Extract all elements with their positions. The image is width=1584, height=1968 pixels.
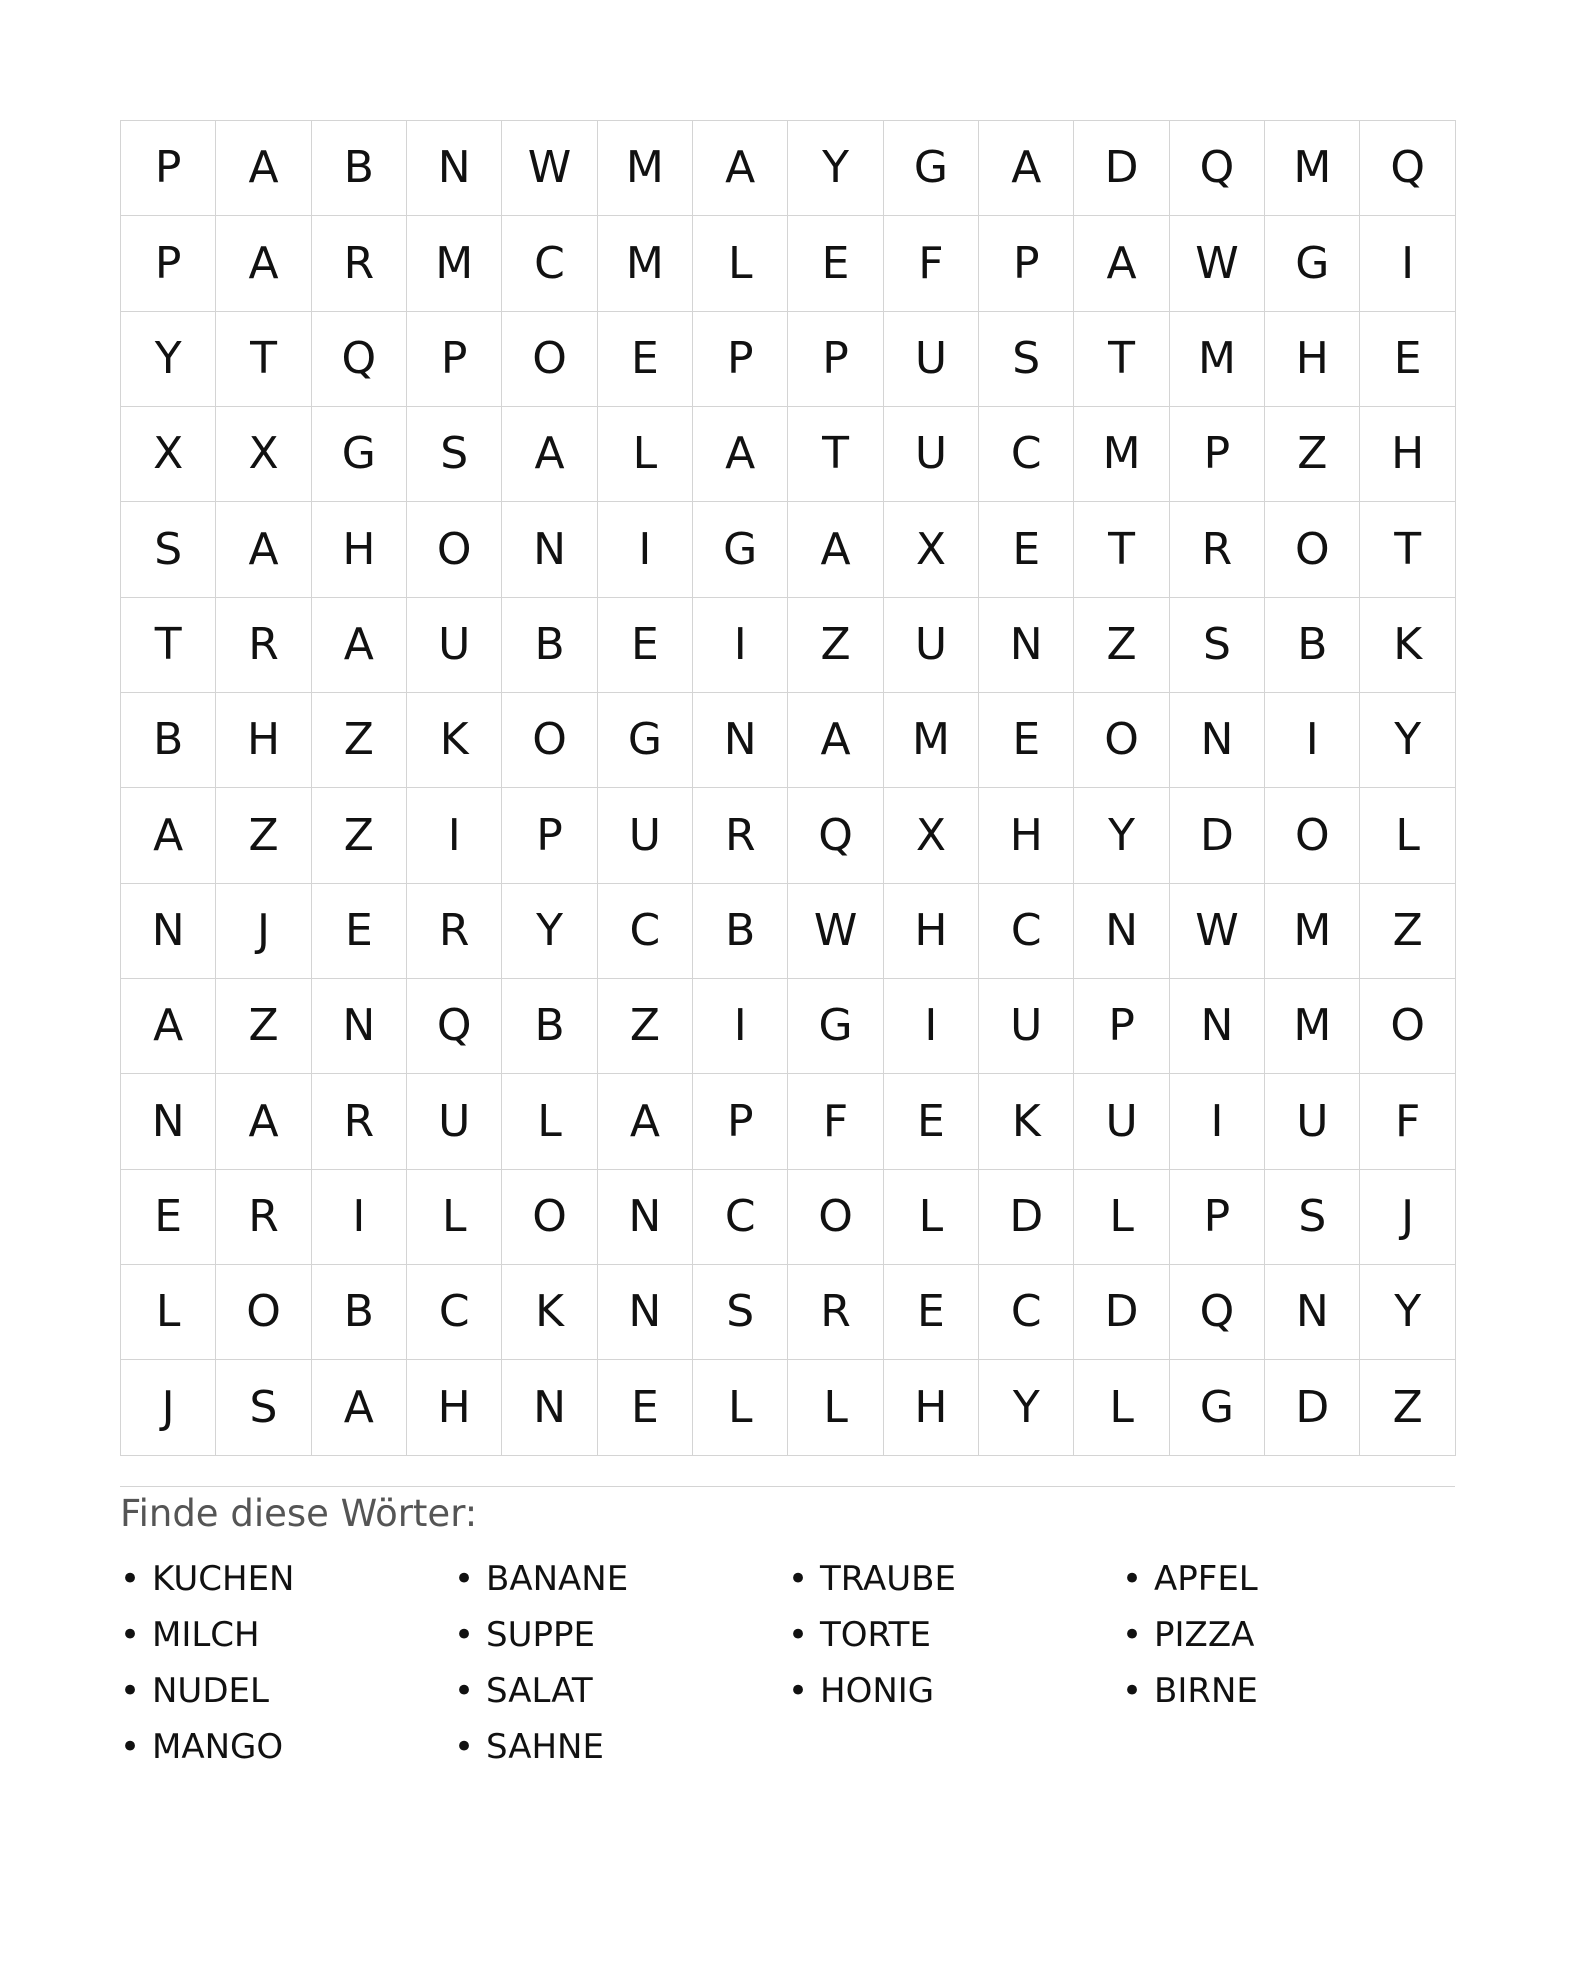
grid-cell[interactable]: X	[884, 502, 979, 597]
grid-cell[interactable]: A	[598, 1074, 693, 1169]
grid-cell[interactable]: R	[312, 1074, 407, 1169]
grid-cell[interactable]: E	[884, 1074, 979, 1169]
grid-cell[interactable]: H	[1360, 407, 1455, 502]
grid-cell[interactable]: O	[502, 693, 597, 788]
grid-cell[interactable]: A	[1074, 216, 1169, 311]
grid-cell[interactable]: G	[1265, 216, 1360, 311]
grid-cell[interactable]: A	[216, 502, 311, 597]
word-list-item	[1122, 1551, 1456, 1607]
bullet-icon: •	[1122, 1614, 1143, 1655]
bullet-icon: •	[454, 1558, 475, 1599]
grid-cell[interactable]: X	[216, 407, 311, 502]
grid-cell[interactable]: B	[121, 693, 216, 788]
grid-cell[interactable]: R	[788, 1265, 883, 1360]
grid-cell[interactable]: I	[312, 1170, 407, 1265]
grid-cell[interactable]: L	[693, 1360, 788, 1455]
word-list-item	[1122, 1607, 1456, 1663]
grid-cell[interactable]: L	[884, 1170, 979, 1265]
grid-cell[interactable]: W	[502, 121, 597, 216]
word-list-item	[120, 1719, 454, 1775]
grid-cell[interactable]: O	[502, 312, 597, 407]
grid-cell[interactable]: P	[502, 788, 597, 883]
grid-cell[interactable]: C	[979, 1265, 1074, 1360]
grid-cell[interactable]: L	[693, 216, 788, 311]
grid-cell[interactable]: P	[1170, 1170, 1265, 1265]
bullet-icon: •	[120, 1726, 141, 1767]
grid-cell[interactable]: F	[1360, 1074, 1455, 1169]
grid-cell[interactable]: M	[598, 121, 693, 216]
grid-cell[interactable]: B	[693, 884, 788, 979]
grid-cell[interactable]: Y	[121, 312, 216, 407]
grid-cell[interactable]: L	[407, 1170, 502, 1265]
grid-cell[interactable]: U	[407, 1074, 502, 1169]
grid-cell[interactable]: M	[598, 216, 693, 311]
grid-cell[interactable]: P	[1170, 407, 1265, 502]
word-label: MILCH	[152, 1614, 260, 1655]
grid-cell[interactable]: T	[1360, 502, 1455, 597]
grid-cell[interactable]: M	[1170, 312, 1265, 407]
grid-cell[interactable]: N	[1170, 693, 1265, 788]
word-label: PIZZA	[1154, 1614, 1255, 1655]
grid-cell[interactable]: A	[502, 407, 597, 502]
grid-cell[interactable]: A	[121, 788, 216, 883]
grid-cell[interactable]: D	[1074, 1265, 1169, 1360]
grid-cell[interactable]: C	[979, 884, 1074, 979]
grid-cell[interactable]: H	[216, 693, 311, 788]
grid-cell[interactable]: X	[121, 407, 216, 502]
grid-cell[interactable]: O	[1074, 693, 1169, 788]
grid-cell[interactable]: N	[121, 884, 216, 979]
grid-cell[interactable]: N	[312, 979, 407, 1074]
grid-cell[interactable]: E	[1360, 312, 1455, 407]
grid-cell[interactable]: E	[788, 216, 883, 311]
grid-cell[interactable]: P	[121, 121, 216, 216]
grid-cell[interactable]: A	[788, 693, 883, 788]
grid-cell[interactable]: G	[884, 121, 979, 216]
grid-cell[interactable]: S	[693, 1265, 788, 1360]
grid-cell[interactable]: D	[979, 1170, 1074, 1265]
grid-cell[interactable]: M	[1265, 884, 1360, 979]
grid-cell[interactable]: Q	[1360, 121, 1455, 216]
grid-cell[interactable]: P	[407, 312, 502, 407]
grid-cell[interactable]: L	[502, 1074, 597, 1169]
grid-cell[interactable]: A	[312, 1360, 407, 1455]
grid-cell[interactable]: Y	[1074, 788, 1169, 883]
grid-cell[interactable]: T	[1074, 502, 1169, 597]
grid-cell[interactable]: W	[788, 884, 883, 979]
grid-cell[interactable]: N	[502, 502, 597, 597]
grid-cell[interactable]: A	[312, 598, 407, 693]
grid-cell[interactable]: C	[598, 884, 693, 979]
grid-cell[interactable]: S	[121, 502, 216, 597]
grid-cell[interactable]: O	[1265, 502, 1360, 597]
grid-cell[interactable]: E	[598, 598, 693, 693]
bullet-icon: •	[120, 1614, 141, 1655]
grid-cell[interactable]: K	[1360, 598, 1455, 693]
grid-cell[interactable]: O	[1265, 788, 1360, 883]
grid-cell[interactable]: G	[693, 502, 788, 597]
grid-cell[interactable]: Z	[216, 788, 311, 883]
grid-cell[interactable]: F	[788, 1074, 883, 1169]
grid-cell[interactable]: J	[1360, 1170, 1455, 1265]
grid-cell[interactable]: R	[693, 788, 788, 883]
grid-cell[interactable]: Q	[788, 788, 883, 883]
grid-cell[interactable]: L	[1074, 1170, 1169, 1265]
word-label: BIRNE	[1154, 1670, 1258, 1711]
grid-cell[interactable]: N	[121, 1074, 216, 1169]
grid-cell[interactable]: A	[693, 407, 788, 502]
grid-cell[interactable]: C	[502, 216, 597, 311]
word-label: TORTE	[820, 1614, 931, 1655]
grid-cell[interactable]: I	[693, 598, 788, 693]
grid-cell[interactable]: N	[598, 1170, 693, 1265]
grid-cell[interactable]: F	[884, 216, 979, 311]
grid-cell[interactable]: I	[1360, 216, 1455, 311]
word-label: HONIG	[820, 1670, 935, 1711]
grid-cell[interactable]: H	[407, 1360, 502, 1455]
grid-cell[interactable]: N	[502, 1360, 597, 1455]
word-label: SAHNE	[486, 1726, 604, 1767]
grid-cell[interactable]: N	[1265, 1265, 1360, 1360]
grid-cell[interactable]: P	[979, 216, 1074, 311]
grid-cell[interactable]: P	[1074, 979, 1169, 1074]
word-list	[120, 1551, 1455, 1775]
grid-cell[interactable]: E	[979, 502, 1074, 597]
grid-cell[interactable]: E	[312, 884, 407, 979]
bullet-icon: •	[1122, 1670, 1143, 1711]
word-list-item	[120, 1663, 454, 1719]
grid-cell[interactable]: A	[216, 1074, 311, 1169]
grid-cell[interactable]: A	[979, 121, 1074, 216]
grid-cell[interactable]: P	[693, 312, 788, 407]
word-list-title: Finde diese Wörter:	[120, 1491, 478, 1535]
grid-cell[interactable]: A	[121, 979, 216, 1074]
grid-cell[interactable]: N	[979, 598, 1074, 693]
grid-cell[interactable]: D	[1265, 1360, 1360, 1455]
grid-cell[interactable]: U	[1074, 1074, 1169, 1169]
grid-cell[interactable]: I	[1170, 1074, 1265, 1169]
bullet-icon: •	[1122, 1558, 1143, 1599]
word-list-item	[454, 1663, 788, 1719]
word-list-item	[1122, 1663, 1456, 1719]
grid-cell[interactable]: I	[598, 502, 693, 597]
grid-cell[interactable]: E	[598, 312, 693, 407]
bullet-icon: •	[454, 1726, 475, 1767]
grid-cell[interactable]: Z	[312, 788, 407, 883]
grid-cell[interactable]: G	[1170, 1360, 1265, 1455]
letter-grid	[120, 120, 1456, 1456]
word-list-item	[454, 1607, 788, 1663]
grid-cell[interactable]: T	[121, 598, 216, 693]
grid-cell[interactable]: J	[216, 884, 311, 979]
grid-cell[interactable]: M	[884, 693, 979, 788]
grid-cell[interactable]: H	[884, 1360, 979, 1455]
grid-cell[interactable]: S	[979, 312, 1074, 407]
grid-cell[interactable]: H	[979, 788, 1074, 883]
word-label: APFEL	[1154, 1558, 1258, 1599]
grid-cell[interactable]: D	[1170, 788, 1265, 883]
grid-cell[interactable]: N	[1170, 979, 1265, 1074]
grid-cell[interactable]: P	[121, 216, 216, 311]
word-list-item	[454, 1719, 788, 1775]
grid-cell[interactable]: E	[598, 1360, 693, 1455]
grid-cell[interactable]: Q	[1170, 121, 1265, 216]
grid-cell[interactable]: Q	[312, 312, 407, 407]
grid-cell[interactable]: X	[884, 788, 979, 883]
grid-cell[interactable]: U	[1265, 1074, 1360, 1169]
grid-cell[interactable]: Y	[788, 121, 883, 216]
grid-cell[interactable]: Q	[1170, 1265, 1265, 1360]
grid-cell[interactable]: Z	[1360, 1360, 1455, 1455]
grid-cell[interactable]: U	[884, 407, 979, 502]
grid-cell[interactable]: M	[1074, 407, 1169, 502]
grid-cell[interactable]: B	[312, 1265, 407, 1360]
bullet-icon: •	[120, 1670, 141, 1711]
grid-cell[interactable]: P	[693, 1074, 788, 1169]
bullet-icon: •	[120, 1558, 141, 1599]
grid-cell[interactable]: S	[1170, 598, 1265, 693]
grid-cell[interactable]: A	[788, 502, 883, 597]
grid-cell[interactable]: N	[1074, 884, 1169, 979]
grid-cell[interactable]: U	[884, 312, 979, 407]
grid-cell[interactable]: E	[979, 693, 1074, 788]
grid-cell[interactable]: S	[1265, 1170, 1360, 1265]
bullet-icon: •	[788, 1558, 809, 1599]
grid-cell[interactable]: Z	[1265, 407, 1360, 502]
word-label: MANGO	[152, 1726, 284, 1767]
word-label: SUPPE	[486, 1614, 595, 1655]
word-label: KUCHEN	[152, 1558, 295, 1599]
word-label: NUDEL	[152, 1670, 269, 1711]
grid-cell[interactable]: H	[1265, 312, 1360, 407]
grid-cell[interactable]: B	[502, 598, 597, 693]
word-list-item	[788, 1607, 1122, 1663]
grid-cell[interactable]: N	[598, 1265, 693, 1360]
grid-cell[interactable]: S	[407, 407, 502, 502]
word-list-item	[454, 1551, 788, 1607]
grid-cell[interactable]: Y	[979, 1360, 1074, 1455]
bullet-icon: •	[788, 1614, 809, 1655]
grid-cell[interactable]: B	[502, 979, 597, 1074]
grid-cell[interactable]: R	[407, 884, 502, 979]
grid-cell[interactable]: O	[788, 1170, 883, 1265]
grid-cell[interactable]: Z	[216, 979, 311, 1074]
grid-cell[interactable]: S	[216, 1360, 311, 1455]
grid-cell[interactable]: A	[216, 216, 311, 311]
grid-cell[interactable]: G	[312, 407, 407, 502]
grid-cell[interactable]: N	[407, 121, 502, 216]
word-list-item	[120, 1607, 454, 1663]
bullet-icon: •	[454, 1670, 475, 1711]
grid-cell[interactable]: Y	[502, 884, 597, 979]
grid-cell[interactable]: D	[1074, 121, 1169, 216]
grid-cell[interactable]: R	[216, 598, 311, 693]
grid-cell[interactable]: T	[1074, 312, 1169, 407]
grid-cell[interactable]: R	[1170, 502, 1265, 597]
grid-cell[interactable]: T	[216, 312, 311, 407]
word-label: BANANE	[486, 1558, 629, 1599]
grid-cell[interactable]: I	[884, 979, 979, 1074]
grid-cell[interactable]: W	[1170, 216, 1265, 311]
bullet-icon: •	[788, 1670, 809, 1711]
grid-cell[interactable]: E	[884, 1265, 979, 1360]
grid-cell[interactable]: Z	[598, 979, 693, 1074]
grid-cell[interactable]: E	[121, 1170, 216, 1265]
grid-cell[interactable]: C	[407, 1265, 502, 1360]
grid-cell[interactable]: B	[1265, 598, 1360, 693]
grid-cell[interactable]: L	[1360, 788, 1455, 883]
grid-cell[interactable]: G	[788, 979, 883, 1074]
grid-cell[interactable]: B	[312, 121, 407, 216]
grid-cell[interactable]: M	[1265, 979, 1360, 1074]
grid-cell[interactable]: U	[407, 598, 502, 693]
grid-cell[interactable]: U	[884, 598, 979, 693]
word-list-item	[788, 1663, 1122, 1719]
grid-cell[interactable]: K	[979, 1074, 1074, 1169]
grid-cell[interactable]: A	[216, 121, 311, 216]
grid-cell[interactable]: Z	[1360, 884, 1455, 979]
grid-cell[interactable]: C	[693, 1170, 788, 1265]
grid-cell[interactable]: C	[979, 407, 1074, 502]
grid-cell[interactable]: M	[1265, 121, 1360, 216]
word-label: TRAUBE	[820, 1558, 956, 1599]
grid-cell[interactable]: P	[788, 312, 883, 407]
grid-cell[interactable]: L	[598, 407, 693, 502]
grid-cell[interactable]: R	[312, 216, 407, 311]
grid-cell[interactable]: U	[598, 788, 693, 883]
word-list-item	[120, 1551, 454, 1607]
divider	[120, 1486, 1455, 1487]
grid-cell[interactable]: K	[407, 693, 502, 788]
word-search-page	[120, 120, 1455, 1775]
grid-cell[interactable]: Z	[312, 693, 407, 788]
grid-cell[interactable]: Y	[1360, 1265, 1455, 1360]
grid-cell[interactable]: J	[121, 1360, 216, 1455]
grid-cell[interactable]: A	[693, 121, 788, 216]
grid-cell[interactable]: W	[1170, 884, 1265, 979]
grid-cell[interactable]: I	[1265, 693, 1360, 788]
grid-cell[interactable]: O	[1360, 979, 1455, 1074]
grid-cell[interactable]: Y	[1360, 693, 1455, 788]
grid-cell[interactable]: M	[407, 216, 502, 311]
grid-cell[interactable]: O	[216, 1265, 311, 1360]
grid-cell[interactable]: I	[693, 979, 788, 1074]
grid-cell[interactable]: N	[693, 693, 788, 788]
grid-cell[interactable]: Z	[1074, 598, 1169, 693]
grid-cell[interactable]: U	[979, 979, 1074, 1074]
grid-cell[interactable]: G	[598, 693, 693, 788]
bullet-icon: •	[454, 1614, 475, 1655]
word-list-item	[788, 1551, 1122, 1607]
grid-cell[interactable]: Q	[407, 979, 502, 1074]
grid-cell[interactable]: T	[788, 407, 883, 502]
grid-cell[interactable]: K	[502, 1265, 597, 1360]
grid-cell[interactable]: R	[216, 1170, 311, 1265]
grid-cell[interactable]: I	[407, 788, 502, 883]
grid-cell[interactable]: O	[502, 1170, 597, 1265]
grid-cell[interactable]: L	[788, 1360, 883, 1455]
grid-cell[interactable]: Z	[788, 598, 883, 693]
word-label: SALAT	[486, 1670, 593, 1711]
grid-cell[interactable]: O	[407, 502, 502, 597]
grid-cell[interactable]: H	[312, 502, 407, 597]
grid-cell[interactable]: L	[1074, 1360, 1169, 1455]
grid-cell[interactable]: L	[121, 1265, 216, 1360]
grid-cell[interactable]: H	[884, 884, 979, 979]
